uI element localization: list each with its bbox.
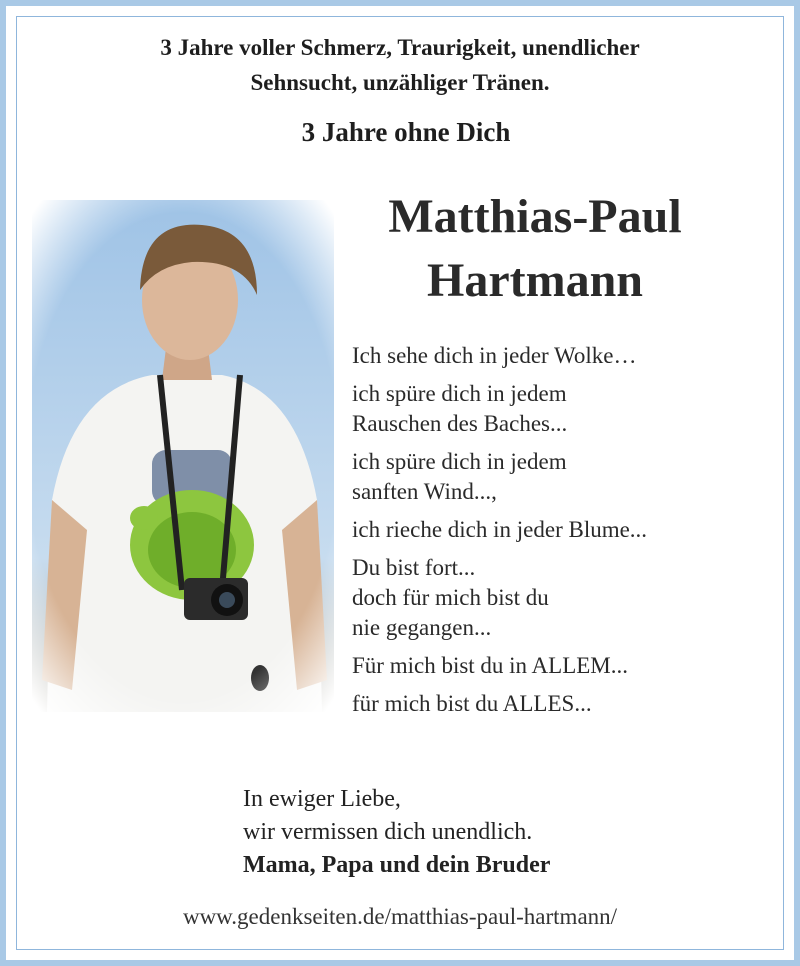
closing-message <box>243 783 550 882</box>
headline-line-1: 3 Jahre voller Schmerz, Traurigkeit, unendlicher <box>160 35 640 60</box>
deceased-name <box>340 185 730 313</box>
poem-stanza <box>352 379 772 439</box>
poem-line: Für mich bist du in ALLEM... <box>352 653 628 678</box>
poem-stanza <box>352 515 772 545</box>
poem-stanza <box>352 553 772 643</box>
poem <box>352 341 772 727</box>
poem-line: Du bist fort... <box>352 555 476 580</box>
poem-line: ich spüre dich in jedem <box>352 381 567 406</box>
first-name: Matthias-Paul <box>388 190 682 243</box>
memorial-url: www.gedenkseiten.de/matthias-paul-hartmann/ <box>182 904 618 929</box>
last-name: Hartmann <box>427 254 643 307</box>
closing-line-2: wir vermissen dich unendlich. <box>243 819 533 845</box>
signature: Mama, Papa und dein Bruder <box>243 852 551 878</box>
closing-line-1: In ewiger Liebe, <box>243 786 401 812</box>
headline-line-2: Sehnsucht, unzähliger Tränen. <box>250 70 550 95</box>
subtitle: 3 Jahre ohne Dich <box>301 117 511 147</box>
poem-line: ich spüre dich in jedem <box>352 449 567 474</box>
poem-line: ich rieche dich in jeder Blume... <box>352 517 648 542</box>
poem-stanza <box>352 341 772 371</box>
poem-line: doch für mich bist du <box>352 585 549 610</box>
poem-line: für mich bist du ALLES... <box>352 691 592 716</box>
poem-stanza <box>352 447 772 507</box>
poem-line: nie gegangen... <box>352 615 492 640</box>
poem-line: Ich sehe dich in jeder Wolke… <box>352 343 637 368</box>
portrait-photo <box>32 200 334 712</box>
poem-stanza <box>352 651 772 681</box>
headline <box>30 30 770 100</box>
poem-line: sanften Wind..., <box>352 479 497 504</box>
poem-stanza <box>352 689 772 719</box>
poem-line: Rauschen des Baches... <box>352 411 568 436</box>
